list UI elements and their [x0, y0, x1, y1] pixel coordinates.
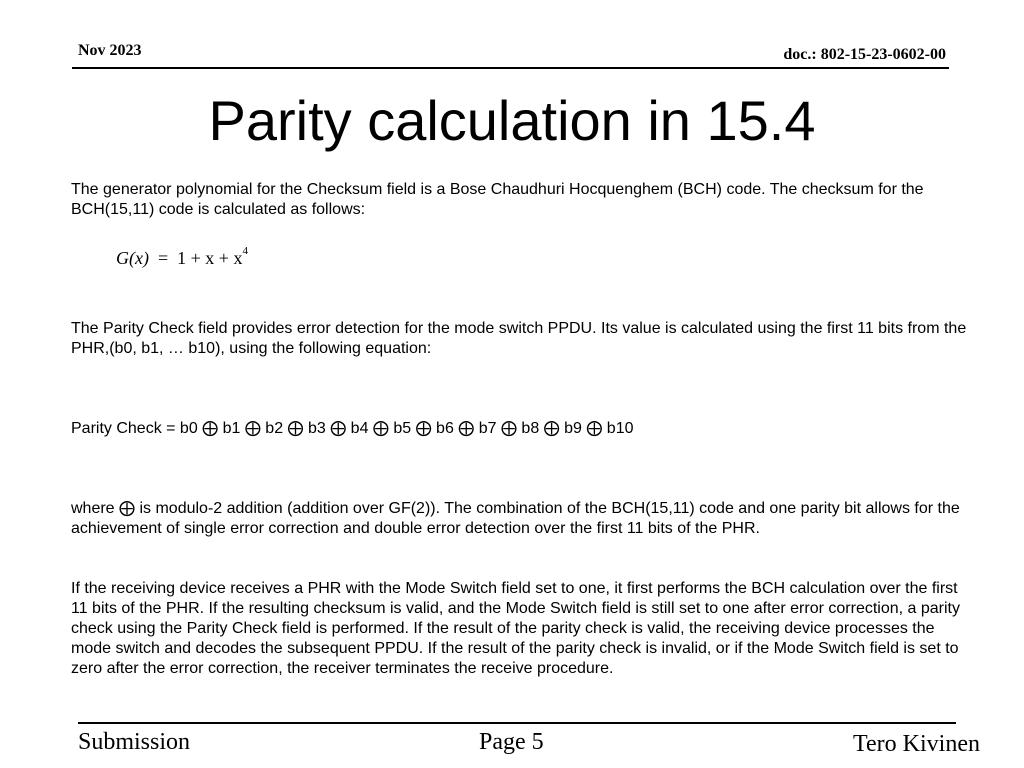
parity-equation: Parity Check = b0 ⨁ b1 ⨁ b2 ⨁ b3 ⨁ b4 ⨁ b5 ⨁ b6 ⨁ b7 ⨁ b8 ⨁ b9 ⨁ b10 — [71, 420, 634, 437]
paragraph-receive-procedure: If the receiving device receives a PHR with the Mode Switch field set to one, it first performs the BCH calculation over the first 11 bits of the PHR. If the resulting checksum is valid, and the Mode Switch field is still set to one after error correction, a parity check using the Parity Check field is performed. If the result of the parity check is valid, the receiving device processes the mode switch and decodes the subsequent PPDU. If the result of the parity check is invalid, or if the Mode Switch field is set to zero after the error correction, the receiver terminates the receive procedure. — [71, 580, 960, 677]
paragraph-modulo-explanation: where ⨁ is modulo-2 addition (addition over GF(2)). The combination of the BCH(15,11) code and one parity bit allows for the achievement of single error correction and double error detection over the first 11 bits of the PHR. — [71, 500, 960, 537]
footer-page-number: Page 5 — [479, 729, 544, 755]
footer-divider — [78, 722, 956, 724]
footer-submission: Submission — [78, 729, 191, 755]
header-divider — [72, 67, 949, 69]
paragraph-parity-intro: The Parity Check field provides error detection for the mode switch PPDU. Its value is calculated using the first 11 bits from the PHR,(b0, b1, … b10), using the following equation: — [71, 320, 967, 357]
footer-author: Tero Kivinen — [853, 731, 980, 757]
header-doc-id: doc.: 802-15-23-0602-00 — [783, 46, 946, 63]
formula-equals: = — [157, 248, 169, 268]
paragraph-bch-intro: The generator polynomial for the Checksum field is a Bose Chaudhuri Hocquenghem (BCH) code. The checksum for the BCH(15,11) code is calculated as follows: — [71, 181, 924, 218]
formula-lhs: G(x) — [116, 248, 149, 268]
header-date: Nov 2023 — [78, 42, 142, 59]
slide-title: Parity calculation in 15.4 — [208, 89, 816, 152]
formula-exponent: 4 — [242, 245, 248, 257]
formula-rhs: 1 + x + x — [177, 248, 243, 268]
generator-polynomial-formula — [116, 245, 248, 269]
